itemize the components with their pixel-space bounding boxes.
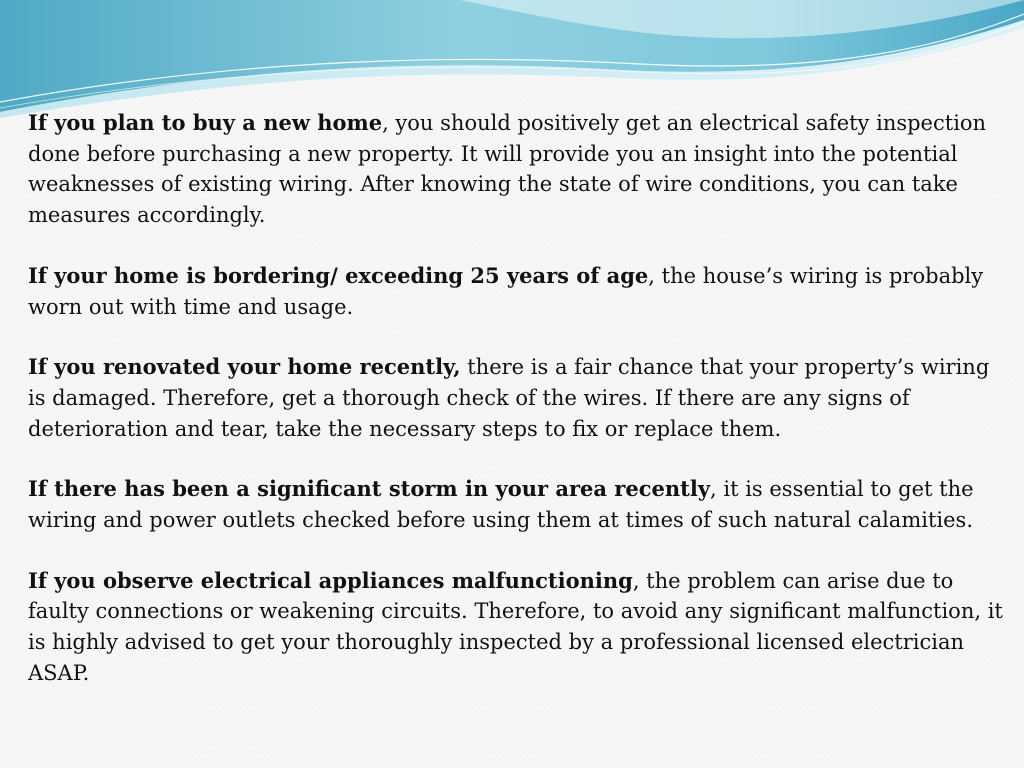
- slide-body: [28, 108, 1008, 719]
- paragraph-storm: [28, 474, 1008, 535]
- paragraph-text: , it is essential to get the wiring and power outlets checked before using them at times of such natural calamities.: [28, 477, 974, 533]
- paragraph-text: , you should positively get an electrical safety inspection done before purchasing a new property. It will provide you an insight into the potential weaknesses of existing wiring. After knowing the state of wire conditions, you can take measures accordingly.: [28, 111, 987, 228]
- paragraph-text: there is a fair chance that your property’s wiring is damaged. Therefore, get a thorough check of the wires. If there are any signs of deterioration and tear, take the necessary steps to fix or replace them.: [28, 355, 990, 441]
- paragraph-appliances: [28, 566, 1008, 689]
- paragraph-home-age: [28, 261, 1008, 322]
- paragraph-new-home: [28, 108, 1008, 231]
- paragraph-lead: If you observe electrical appliances malfunctioning: [28, 567, 633, 593]
- paragraph-lead: If you renovated your home recently,: [28, 354, 461, 380]
- paragraph-text: , the problem can arise due to faulty connections or weakening circuits. Therefore, to avoid any significant malfunction, it is highly advised to get your thoroughly inspected by a professional licensed electrician ASAP.: [28, 568, 1003, 685]
- header-wave-decoration: [0, 0, 1024, 120]
- paragraph-text: , the house’s wiring is probably worn out with time and usage.: [28, 263, 984, 319]
- paragraph-lead: If your home is bordering/ exceeding 25 years of age: [28, 262, 649, 288]
- paragraph-renovation: [28, 352, 1008, 444]
- paragraph-lead: If there has been a significant storm in your area recently: [28, 476, 711, 502]
- paragraph-lead: If you plan to buy a new home: [28, 110, 383, 135]
